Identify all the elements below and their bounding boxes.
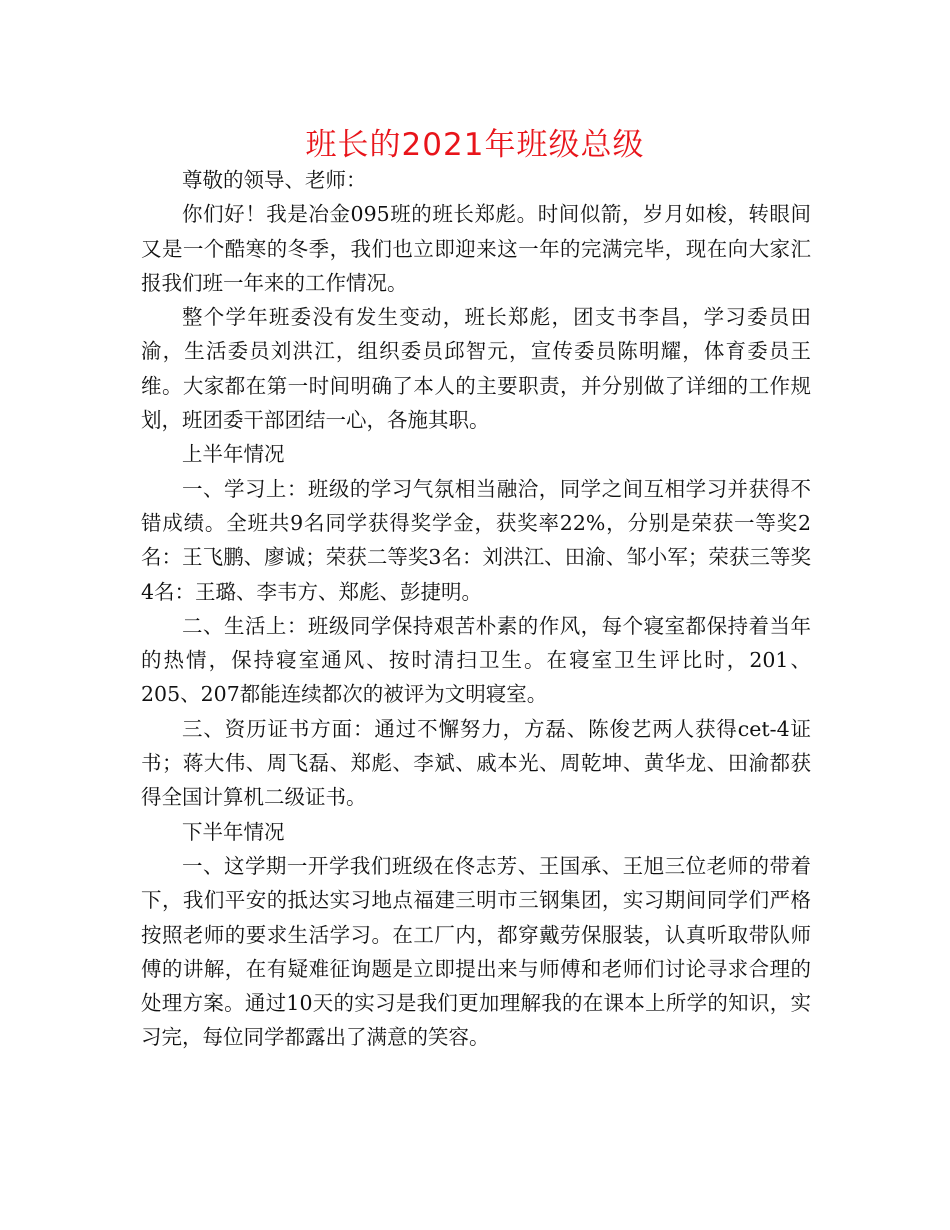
salutation: 尊敬的领导、老师： [182, 168, 367, 192]
paragraph-greeting: 你们好！我是冶金095班的班长郑彪。时间似箭，岁月如梭，转眼间又是一个酷寒的冬季，我们也立即迎来这一年的完满完毕，现在向大家汇报我们班一年来的工作情况。 [141, 202, 811, 295]
document-title: 班长的2021年班级总级 [305, 127, 645, 163]
paragraph-life: 二、生活上：班级同学保持艰苦朴素的作风，每个寝室都保持着当年的热情，保持寝室通风、按时清扫卫生。在寝室卫生评比时，201、205、207都能连续都次的被评为文明寝室。 [141, 613, 811, 707]
document-body [141, 163, 811, 1055]
paragraph-study: 一、学习上：班级的学习气氛相当融洽，同学之间互相学习并获得不错成绩。全班共9名同学获得奖学金，获奖率22%，分别是荣获一等奖2名：王飞鹏、廖诚；荣获二等奖3名：刘洪江、田渝、邹小军；荣获三等奖4名：王璐、李韦方、郑彪、彭捷明。 [141, 476, 811, 604]
paragraph-committee: 整个学年班委没有发生变动，班长郑彪，团支书李昌，学习委员田渝，生活委员刘洪江，组织委员邱智元，宣传委员陈明耀，体育委员王维。大家都在第一时间明确了本人的主要职责，并分别做了详细的工作规划，班团委干部团结一心，各施其职。 [141, 305, 811, 433]
paragraph-internship: 一、这学期一开学我们班级在佟志芳、王国承、王旭三位老师的带着下，我们平安的抵达实习地点福建三明市三钢集团，实习期间同学们严格按照老师的要求生活学习。在工厂内，都穿戴劳保服装，认真听取带队师傅的讲解，在有疑难征询题是立即提出来与师傅和老师们讨论寻求合理的处理方案。通过10天的实习是我们更加理解我的在课本上所学的知识，实习完，每位同学都露出了满意的笑容。 [141, 853, 811, 1050]
paragraph-certificates: 三、资历证书方面：通过不懈努力，方磊、陈俊艺两人获得cet-4证书；蒋大伟、周飞磊、郑彪、李斌、戚本光、周乾坤、黄华龙、田渝都获得全国计算机二级证书。 [141, 716, 811, 810]
section-heading-second-half: 下半年情况 [182, 819, 285, 844]
section-heading-first-half: 上半年情况 [182, 442, 285, 467]
